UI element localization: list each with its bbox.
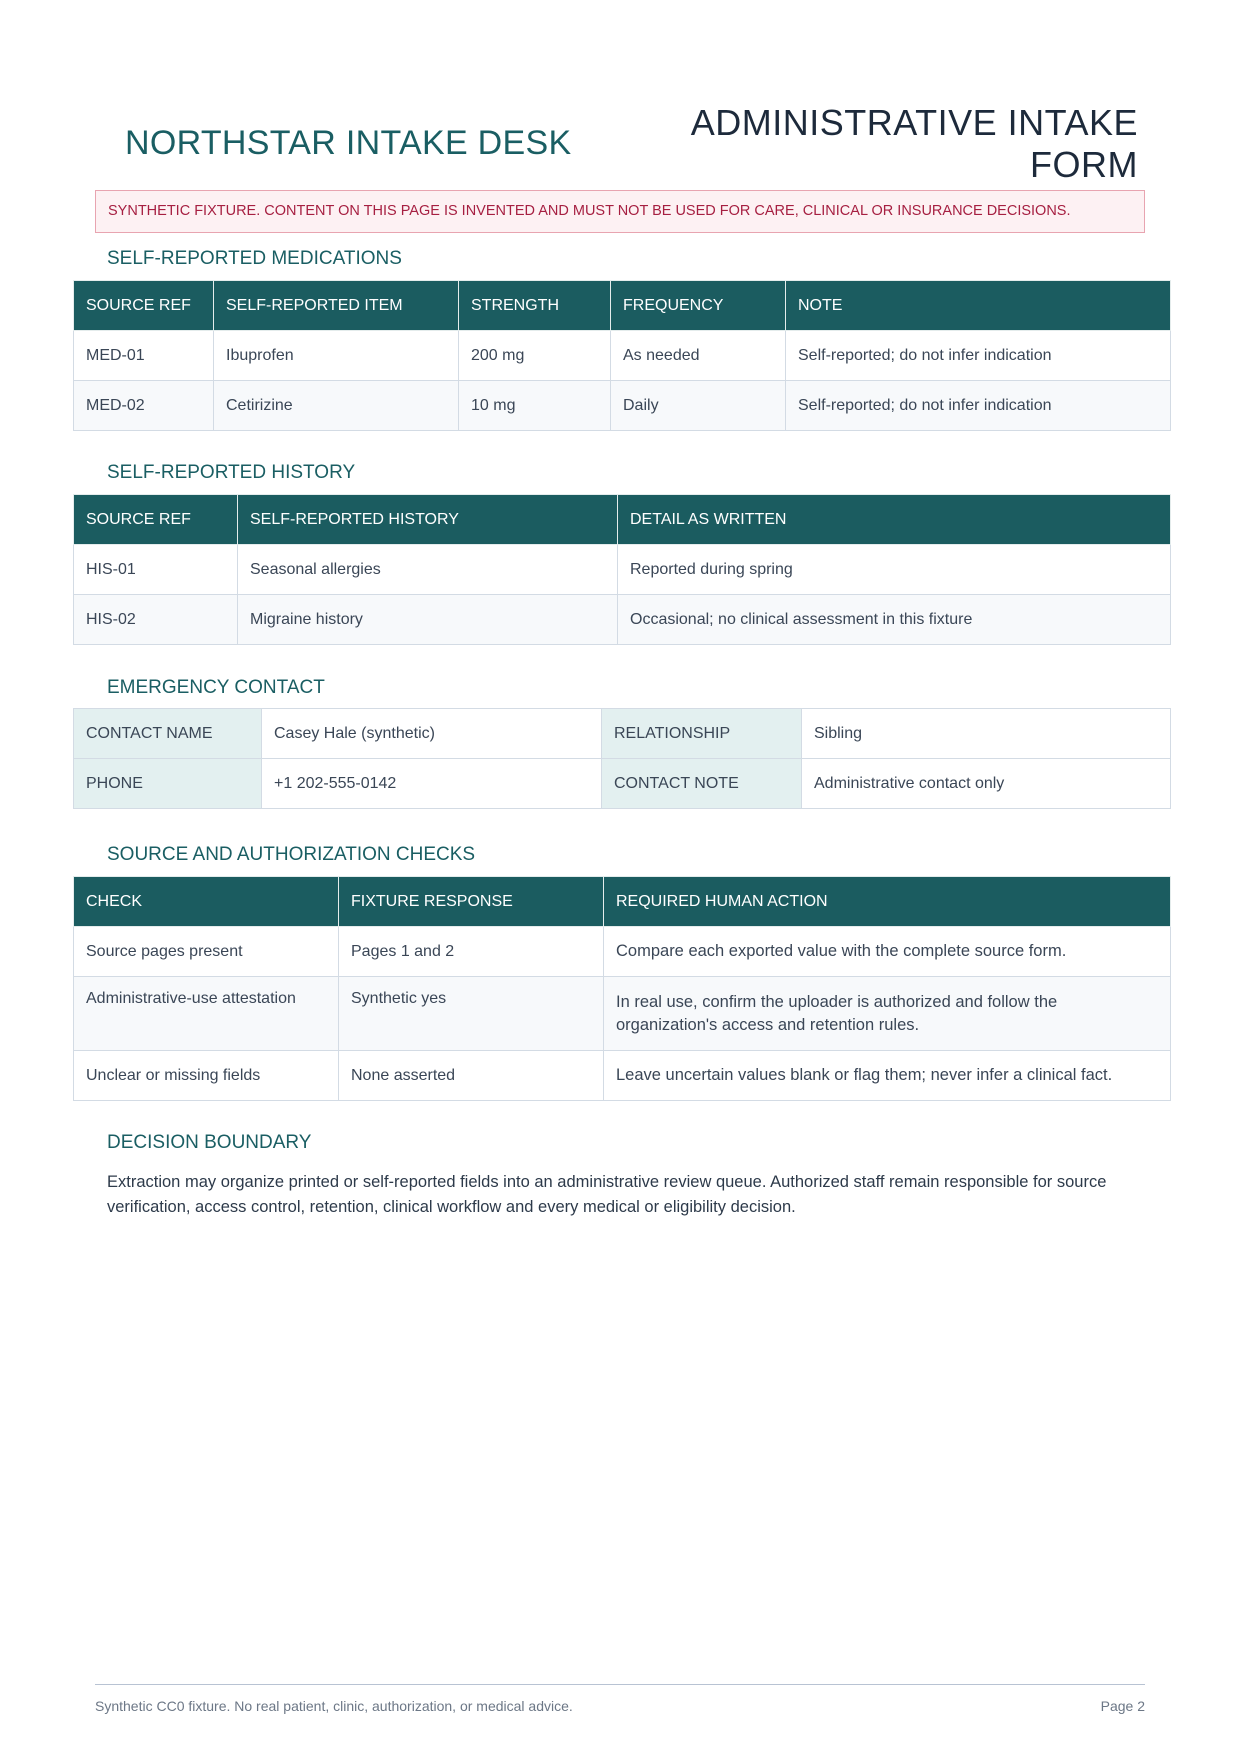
table-cell: Pages 1 and 2: [339, 927, 604, 977]
column-header: NOTE: [786, 281, 1171, 331]
table-cell: MED-01: [74, 331, 214, 381]
brand-name: NORTHSTAR INTAKE DESK: [125, 124, 572, 162]
column-header: SOURCE REF: [74, 495, 238, 545]
table-cell: Reported during spring: [618, 545, 1171, 595]
table-cell: In real use, confirm the uploader is authorized and follow the organization's access and retention rules.: [604, 977, 1171, 1051]
table-cell: Self-reported; do not infer indication: [786, 331, 1171, 381]
table-row: [74, 927, 1171, 977]
table-cell: 200 mg: [459, 331, 611, 381]
medications-section-title: SELF-REPORTED MEDICATIONS: [107, 248, 402, 269]
table-cell: MED-02: [74, 381, 214, 431]
table-cell: HIS-01: [74, 545, 238, 595]
column-header: FREQUENCY: [611, 281, 786, 331]
table-row: [74, 545, 1171, 595]
footer-divider: [95, 1684, 1145, 1685]
column-header: DETAIL AS WRITTEN: [618, 495, 1171, 545]
field-value: +1 202-555-0142: [262, 759, 602, 809]
table-row: [74, 709, 1171, 759]
field-label: RELATIONSHIP: [602, 709, 802, 759]
footer-disclaimer: Synthetic CC0 fixture. No real patient, clinic, authorization, or medical advice.: [95, 1698, 573, 1714]
column-header: SOURCE REF: [74, 281, 214, 331]
table-cell: Source pages present: [74, 927, 339, 977]
column-header: FIXTURE RESPONSE: [339, 877, 604, 927]
column-header: SELF-REPORTED HISTORY: [238, 495, 618, 545]
table-row: [74, 1051, 1171, 1101]
emergency-section-title: EMERGENCY CONTACT: [107, 677, 325, 698]
table-cell: Unclear or missing fields: [74, 1051, 339, 1101]
table-cell: Occasional; no clinical assessment in this fixture: [618, 595, 1171, 645]
field-label: PHONE: [74, 759, 262, 809]
table-cell: 10 mg: [459, 381, 611, 431]
table-cell: Daily: [611, 381, 786, 431]
synthetic-warning-banner: SYNTHETIC FIXTURE. CONTENT ON THIS PAGE IS INVENTED AND MUST NOT BE USED FOR CARE, CLINICAL OR INSURANCE DECISIONS.: [95, 190, 1145, 233]
medications-table: [73, 280, 1171, 431]
table-row: [74, 977, 1171, 1051]
table-cell: Seasonal allergies: [238, 545, 618, 595]
decision-section-title: DECISION BOUNDARY: [107, 1132, 312, 1153]
field-value: Administrative contact only: [802, 759, 1171, 809]
table-cell: Ibuprofen: [214, 331, 459, 381]
field-value: Sibling: [802, 709, 1171, 759]
table-row: [74, 381, 1171, 431]
table-cell: HIS-02: [74, 595, 238, 645]
table-cell: Synthetic yes: [339, 977, 604, 1051]
document-title: ADMINISTRATIVE INTAKE FORM: [690, 102, 1138, 185]
table-cell: Cetirizine: [214, 381, 459, 431]
field-value: Casey Hale (synthetic): [262, 709, 602, 759]
checks-table: [73, 876, 1171, 1101]
table-header-row: [74, 495, 1171, 545]
column-header: CHECK: [74, 877, 339, 927]
table-header-row: [74, 877, 1171, 927]
field-label: CONTACT NAME: [74, 709, 262, 759]
table-row: [74, 759, 1171, 809]
column-header: REQUIRED HUMAN ACTION: [604, 877, 1171, 927]
table-cell: Leave uncertain values blank or flag them; never infer a clinical fact.: [604, 1051, 1171, 1101]
table-cell: None asserted: [339, 1051, 604, 1101]
history-table: [73, 494, 1171, 645]
history-section-title: SELF-REPORTED HISTORY: [107, 462, 356, 483]
table-header-row: [74, 281, 1171, 331]
table-cell: Migraine history: [238, 595, 618, 645]
table-row: [74, 331, 1171, 381]
field-label: CONTACT NOTE: [602, 759, 802, 809]
decision-paragraph: Extraction may organize printed or self-reported fields into an administrative review queue. Authorized staff remain responsible for source verification, access control, retention, clinical workflow and every medical or eligibility decision.: [107, 1173, 1107, 1216]
column-header: STRENGTH: [459, 281, 611, 331]
table-cell: Administrative-use attestation: [74, 977, 339, 1051]
table-cell: As needed: [611, 331, 786, 381]
page-number: Page 2: [1100, 1698, 1145, 1714]
table-cell: Compare each exported value with the complete source form.: [604, 927, 1171, 977]
emergency-contact-table: [73, 708, 1171, 809]
column-header: SELF-REPORTED ITEM: [214, 281, 459, 331]
table-row: [74, 595, 1171, 645]
table-cell: Self-reported; do not infer indication: [786, 381, 1171, 431]
checks-section-title: SOURCE AND AUTHORIZATION CHECKS: [107, 844, 476, 865]
